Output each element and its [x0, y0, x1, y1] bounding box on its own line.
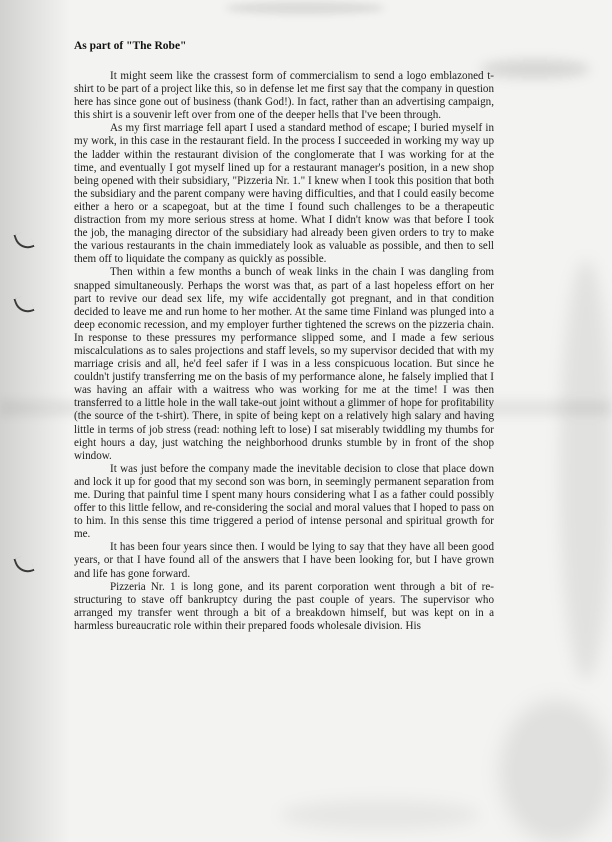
paragraph: Then within a few months a bunch of weak links in the chain I was dangling from snapped simultaneously. Perhaps the worst was that, as part of a last hopeless effort on her part to revive our dead sex life, my wife accidentally got pregnant, and in that condition decided to leave me and run home to her mother. At the same time Finland was plunged into a deep economic recession, and my employer further tightened the screws on the pizzeria chain. In response to these pressures my performance slipped some, and I made a few serious miscalculations as to sales projections and staff levels, so my supervisor decided that with my marriage crisis and all, he'd feel safer if I was in a less conspicuous location. But since he couldn't justify transferring me on the basis of my performance alone, he falsely implied that I was having an affair with a waitress who was working for me at the time! I was then transferred to a little hole in the wall take-out joint without a glimmer of hope for profitability (the source of the t-shirt). There, in spite of being kept on a relatively high salary and having little in terms of job stress (read: nothing left to lose) I sat miserably twiddling my thumbs for eight hours a day, just watching the neighborhood drunks stumble by in front of the shop window. [74, 266, 494, 462]
document-title: As part of "The Robe" [74, 40, 187, 52]
scan-smudge [480, 60, 590, 78]
paragraph: It has been four years since then. I would be lying to say that they have all been good years, or that I have found all of the answers that I have been looking for, but I have grown and life has gone forward. [74, 541, 494, 580]
binder-hole-mark [13, 230, 34, 252]
paragraph: It was just before the company made the inevitable decision to close that place down and lock it up for good that my second son was born, in seemingly permanent separation from me. During that painful time I spent many hours considering what I as a father could possibly offer to this little fellow, and re-considering the social and moral values that I hoped to pass on to him. In this sense this time triggered a period of intense personal and spiritual growth for me. [74, 462, 494, 541]
paragraph: It might seem like the crassest form of commercialism to send a logo emblazoned t-shirt to be part of a project like this, so in defense let me first say that the company in question here has since gone out of business (thank God!). In fact, rather than an advertising campaign, this shirt is a souvenir left over from one of the deeper hells that I've been through. [74, 70, 494, 122]
scan-smudge [225, 2, 385, 14]
binder-hole-mark [13, 554, 34, 576]
binder-hole-mark [13, 294, 34, 316]
paragraph: As my first marriage fell apart I used a standard method of escape; I buried myself in my work, in this case in the restaurant field. In the process I succeeded in working my way up the ladder within the restaurant division of the conglomerate that I was working for at the time, and eventually I got myself lined up for a restaurant manager's position, in a new shop being opened with their subsidiary, "Pizzeria Nr. 1." I knew when I took this position that both the subsidiary and the parent company were having difficulties, and that I could easily become either a hero or a scapegoat, but at the time I found such challenges to be a therapeutic distraction from my more serious stress at home. What I didn't know was that before I took the job, the managing director of the subsidiary had already been given orders to try to make the various restaurants in the chain immediately look as valuable as possible, and then to sell them off to liquidate the company as quickly as possible. [74, 122, 494, 266]
scan-smudge [280, 800, 480, 830]
scan-shadow-left [0, 0, 70, 842]
paragraph: Pizzeria Nr. 1 is long gone, and its parent corporation went through a bit of re-structuring to stave off bankruptcy during the past couple of years. The supervisor who arranged my transfer went through a bit of a breakdown himself, but was kept on in a harmless bureaucratic role within their prepared foods wholesale division. His [74, 580, 494, 632]
document-body [74, 70, 494, 633]
scan-smudge [500, 700, 612, 842]
scan-smudge [560, 260, 612, 680]
